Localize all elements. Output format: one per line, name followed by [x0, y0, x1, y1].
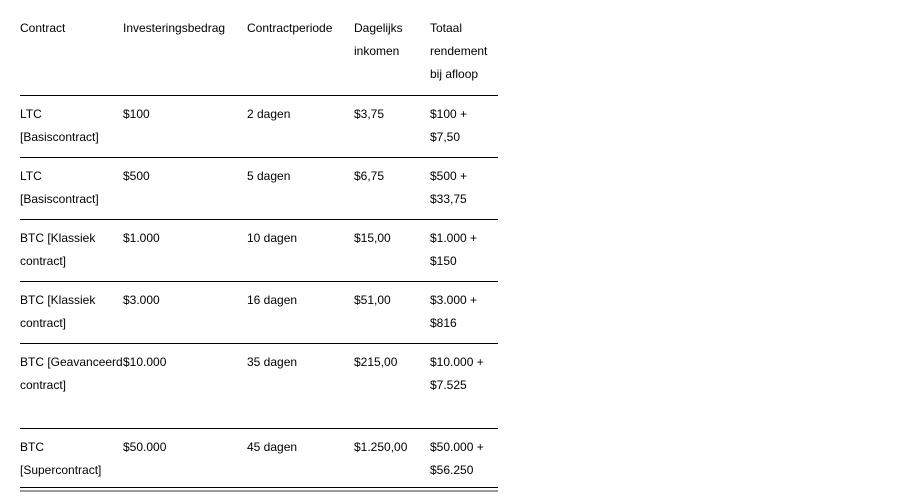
header-total-return: Totaal rendement bij afloop: [430, 21, 488, 81]
table-row: [20, 282, 498, 344]
cell-total-return: $3.000 + $816: [430, 293, 478, 330]
cell-daily-income: $215,00: [354, 355, 398, 369]
cell-investment: $10.000: [123, 355, 167, 369]
cell-period: 5 dagen: [247, 169, 291, 183]
header-contract: Contract: [20, 21, 66, 35]
cell-period: 2 dagen: [247, 107, 291, 121]
table-row: [20, 344, 498, 429]
cell-total-return: $50.000 + $56.250: [430, 440, 484, 477]
cell-period: 10 dagen: [247, 231, 298, 245]
table-bottom-rule: [20, 487, 498, 488]
table-row: [20, 96, 498, 158]
cell-contract: BTC [Klassiek contract]: [20, 231, 96, 268]
cell-daily-income: $51,00: [354, 293, 391, 307]
header-daily-income: Dagelijks inkomen: [354, 21, 403, 58]
contract-table: [20, 10, 498, 491]
cell-contract: LTC [Basiscontract]: [20, 107, 99, 144]
cell-contract: BTC [Supercontract]: [20, 440, 102, 477]
cell-total-return: $500 + $33,75: [430, 169, 468, 206]
cell-investment: $1.000: [123, 231, 160, 245]
header-investment: Investeringsbedrag: [123, 21, 226, 35]
cell-daily-income: $1.250,00: [354, 440, 408, 454]
cell-total-return: $10.000 + $7.525: [430, 355, 484, 392]
table-header-row: [20, 10, 498, 96]
table-row: [20, 429, 498, 491]
cell-investment: $100: [123, 107, 150, 121]
table-row: [20, 220, 498, 282]
cell-investment: $50.000: [123, 440, 167, 454]
cell-contract: LTC [Basiscontract]: [20, 169, 99, 206]
cell-total-return: $100 + $7,50: [430, 107, 468, 144]
cell-investment: $3.000: [123, 293, 160, 307]
header-period: Contractperiode: [247, 21, 333, 35]
cell-daily-income: $15,00: [354, 231, 391, 245]
cell-period: 35 dagen: [247, 355, 298, 369]
cell-period: 16 dagen: [247, 293, 298, 307]
table-bottom-rule-shadow: [20, 490, 498, 492]
cell-contract: BTC [Klassiek contract]: [20, 293, 96, 330]
cell-period: 45 dagen: [247, 440, 298, 454]
cell-total-return: $1.000 + $150: [430, 231, 478, 268]
cell-investment: $500: [123, 169, 150, 183]
cell-contract: BTC [Geavanceerd contract]: [20, 355, 123, 392]
cell-daily-income: $3,75: [354, 107, 385, 121]
table-row: [20, 158, 498, 220]
cell-daily-income: $6,75: [354, 169, 385, 183]
